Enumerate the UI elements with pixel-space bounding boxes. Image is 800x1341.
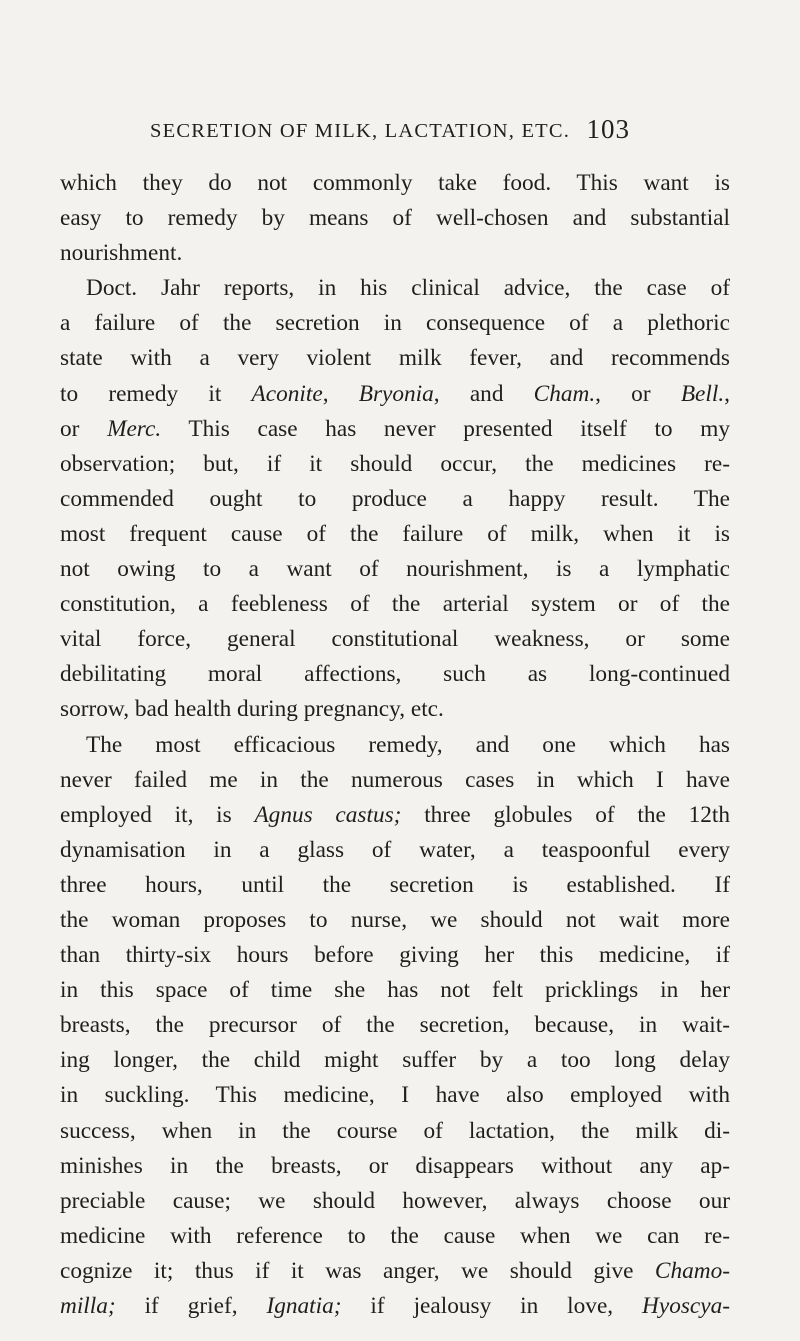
text-segment: debilitating moral affections, such as long-continued (60, 661, 730, 688)
text-line (60, 412, 730, 447)
page-number: 103 (586, 114, 630, 144)
text-segment: observation; but, if it should occur, the medicines re- (60, 450, 730, 477)
text-segment: or (60, 415, 108, 442)
text-line (60, 1289, 730, 1324)
text-segment: a failure of the secretion in consequence of a plethoric (60, 310, 730, 337)
text-segment: the woman proposes to nurse, we should not wait more (60, 906, 730, 933)
text-segment: ing longer, the child might suffer by a too long delay (60, 1047, 730, 1074)
text-segment: to remedy it (60, 380, 252, 407)
italic-remedy-name: Aconite (251, 380, 323, 407)
text-line (60, 552, 730, 587)
italic-remedy-name: milla; (60, 1293, 116, 1319)
text-segment: , and (433, 380, 534, 407)
text-line (60, 973, 730, 1008)
text-line (60, 868, 730, 903)
text-line (60, 622, 730, 657)
text-segment: than thirty-six hours before giving her this medicine, if (60, 942, 730, 969)
text-line (60, 1043, 730, 1078)
text-segment: success, when in the course of lactation, the milk di- (60, 1117, 730, 1144)
text-segment: vital force, general constitutional weakness, or some (60, 626, 730, 653)
text-segment: if grief, (115, 1293, 267, 1319)
text-segment: , (724, 380, 730, 407)
text-line (60, 482, 730, 517)
text-line (60, 903, 730, 938)
text-segment: The most efficacious remedy, and one which has (86, 731, 730, 758)
italic-remedy-name: Cham. (533, 380, 596, 407)
italic-remedy-name: Merc. (107, 415, 162, 442)
text-line (60, 798, 730, 833)
text-line (60, 1219, 730, 1254)
text-line (60, 1114, 730, 1149)
text-segment: employed it, is (60, 801, 255, 828)
text-line (60, 517, 730, 552)
text-line (60, 587, 730, 622)
text-line (60, 763, 730, 798)
text-line (60, 938, 730, 973)
italic-remedy-name: Chamo- (654, 1257, 730, 1284)
text-segment: most frequent cause of the failure of milk, when it is (60, 520, 730, 547)
text-segment: if jealousy in love, (341, 1293, 643, 1319)
text-line (60, 447, 730, 482)
text-segment: , (322, 380, 359, 407)
text-segment: constitution, a feebleness of the arterial system or of the (60, 591, 730, 618)
text-segment: , or (595, 380, 681, 407)
text-segment: Doct. Jahr reports, in his clinical advice, the case of (86, 275, 730, 302)
text-segment: minishes in the breasts, or disappears without any ap- (60, 1152, 730, 1179)
text-line (60, 236, 730, 271)
text-segment: not owing to a want of nourishment, is a lymphatic (60, 556, 730, 583)
italic-remedy-name: Agnus castus; (254, 801, 402, 828)
text-segment: cognize it; thus if it was anger, we should give (60, 1257, 655, 1284)
text-line (60, 692, 730, 727)
italic-remedy-name: Bryonia (358, 380, 434, 407)
text-segment: preciable cause; we should however, always choose our (60, 1187, 730, 1214)
text-line (60, 1254, 730, 1289)
text-line (60, 1078, 730, 1113)
text-line (60, 377, 730, 412)
text-line (60, 201, 730, 236)
text-segment: three hours, until the secretion is established. If (60, 871, 730, 898)
text-segment: dynamisation in a glass of water, a teaspoonful every (60, 836, 730, 863)
italic-remedy-name: Bell. (680, 380, 725, 407)
text-segment: in suckling. This medicine, I have also employed with (60, 1082, 730, 1109)
text-segment: state with a very violent milk fever, and recommends (60, 345, 730, 372)
text-segment: three globules of the 12th (401, 801, 730, 828)
text-line (60, 1149, 730, 1184)
text-line (60, 833, 730, 868)
running-title: SECRETION OF MILK, LACTATION, ETC. (150, 120, 571, 142)
running-header (150, 114, 630, 148)
text-line (60, 306, 730, 341)
text-line (60, 1184, 730, 1219)
text-segment: sorrow, bad health during pregnancy, etc. (60, 696, 444, 723)
text-segment: in this space of time she has not felt pricklings in her (60, 977, 730, 1004)
text-segment: nourishment. (60, 240, 183, 267)
text-line (60, 1008, 730, 1043)
text-segment: This case has never presented itself to my (161, 415, 730, 442)
italic-remedy-name: Hyoscya- (642, 1293, 730, 1319)
text-line (60, 657, 730, 692)
text-line (60, 341, 730, 376)
text-segment: commended ought to produce a happy result. The (60, 485, 730, 512)
text-line (60, 271, 730, 306)
text-line (60, 166, 730, 201)
text-segment: which they do not commonly take food. This want is (60, 170, 730, 196)
italic-remedy-name: Ignatia; (266, 1293, 342, 1319)
text-segment: breasts, the precursor of the secretion, because, in wait- (60, 1012, 730, 1039)
text-segment: never failed me in the numerous cases in which I have (60, 766, 730, 793)
body-text (60, 166, 730, 1324)
text-line (60, 728, 730, 763)
text-segment: medicine with reference to the cause when we can re- (60, 1222, 730, 1249)
text-segment: easy to remedy by means of well-chosen and substantial (60, 205, 730, 232)
